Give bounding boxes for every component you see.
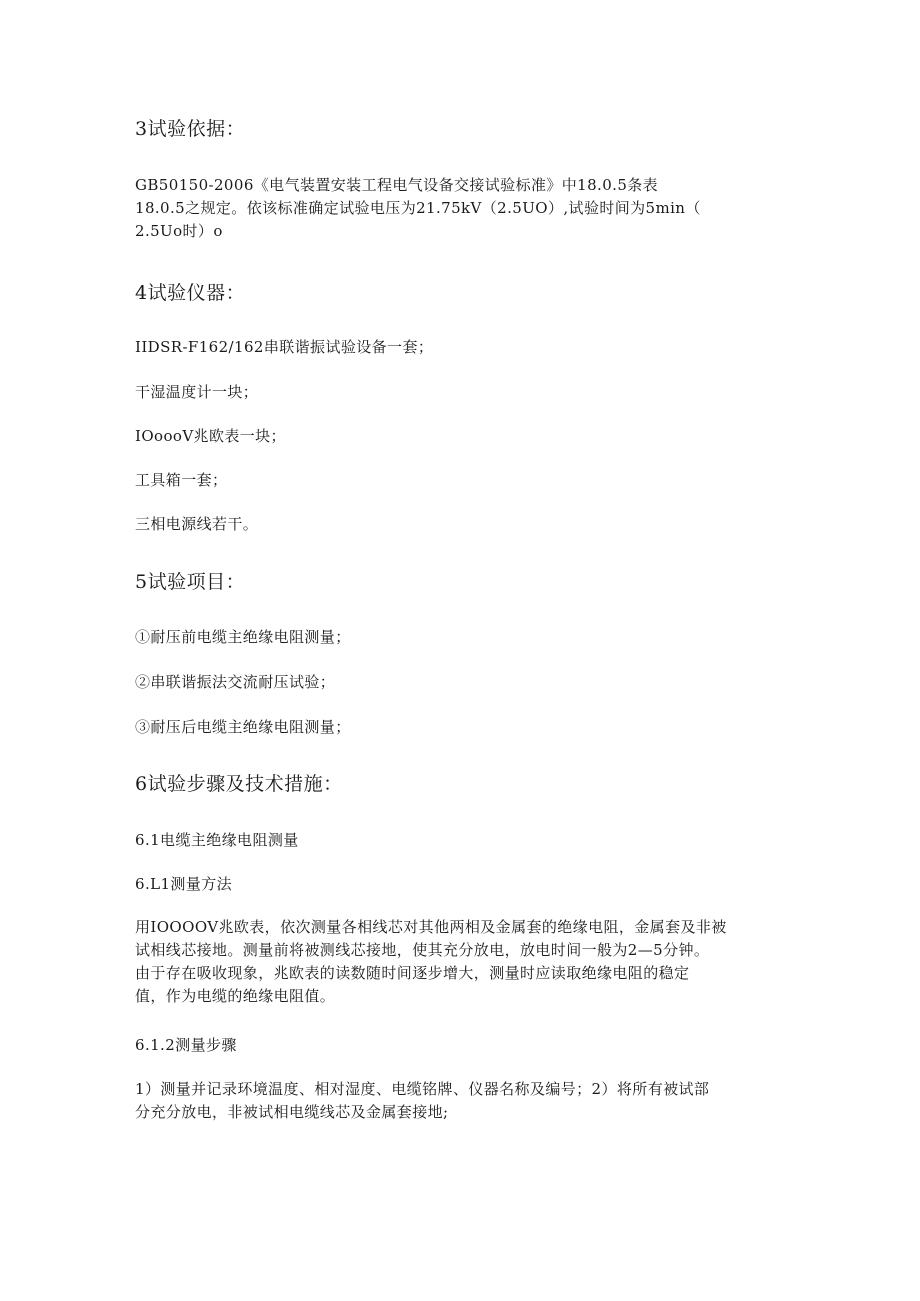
procedure-line-1: 1）测量并记录环境温度、相对湿度、电缆铭牌、仪器名称及编号；2）将所有被试部 bbox=[135, 1080, 710, 1098]
paragraph-measure-method bbox=[135, 916, 785, 1008]
paragraph-measure-procedure bbox=[135, 1078, 785, 1124]
method-line-3: 由于存在吸收现象，兆欧表的读数随时间逐步增大，测量时应读取绝缘电阻的稳定 bbox=[135, 964, 690, 982]
test-item-2: ②串联谐振法交流耐压试验； bbox=[135, 673, 336, 691]
instrument-item-5: 三相电源线若干。 bbox=[135, 515, 259, 533]
basis-line-1: GB50150-2006《电气装置安装工程电气设备交接试验标准》中18.0.5条表 bbox=[135, 176, 659, 194]
test-item-3: ③耐压后电缆主绝缘电阻测量； bbox=[135, 718, 351, 736]
heading-test-basis: 3试验依据： bbox=[135, 118, 246, 140]
subheading-6-1: 6.1电缆主绝缘电阻测量 bbox=[135, 831, 299, 849]
method-line-4: 值，作为电缆的绝缘电阻值。 bbox=[135, 987, 336, 1005]
paragraph-test-basis bbox=[135, 174, 785, 243]
instrument-item-4: 工具箱一套； bbox=[135, 471, 228, 489]
heading-test-steps: 6试验步骤及技术措施： bbox=[135, 773, 343, 795]
basis-line-2: 18.0.5之规定。依该标准确定试验电压为21.75kV（2.5UO）,试验时间为5min（ bbox=[135, 199, 701, 217]
method-line-2: 试相线芯接地。测量前将被测线芯接地，使其充分放电，放电时间一般为2—5分钟。 bbox=[135, 941, 710, 959]
procedure-line-2: 分充分放电，非被试相电缆线芯及金属套接地; bbox=[135, 1103, 449, 1121]
instrument-item-1: IIDSR-F162/162串联谐振试验设备一套； bbox=[135, 338, 434, 356]
method-line-1: 用IOOOOV兆欧表，依次测量各相线芯对其他两相及金属套的绝缘电阻，金属套及非被 bbox=[135, 918, 727, 936]
instrument-item-3: IOoooV兆欧表一块； bbox=[135, 427, 286, 445]
subheading-6-1-2: 6.1.2测量步骤 bbox=[135, 1036, 237, 1054]
subheading-6-1-1: 6.L1测量方法 bbox=[135, 875, 233, 893]
test-item-1: ①耐压前电缆主绝缘电阻测量； bbox=[135, 628, 351, 646]
basis-line-3: 2.5Uo时）o bbox=[135, 222, 223, 240]
heading-test-instruments: 4试验仪器： bbox=[135, 282, 246, 304]
heading-test-items: 5试验项目： bbox=[135, 571, 246, 593]
instrument-item-2: 干湿温度计一块； bbox=[135, 383, 259, 401]
